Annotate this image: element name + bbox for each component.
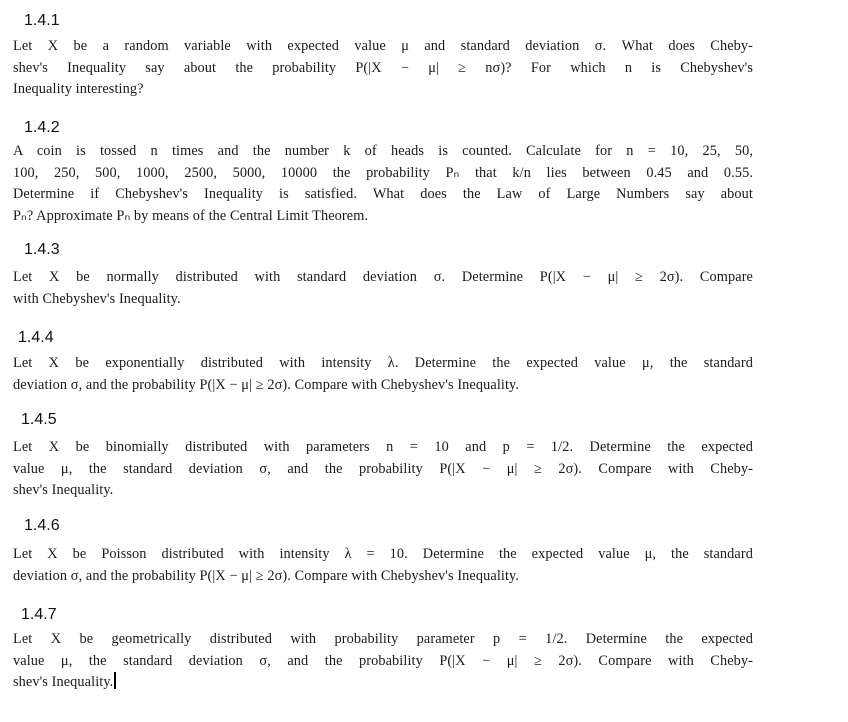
problem-number: 1.4.3 bbox=[24, 241, 60, 258]
text-line: Let X be geometrically distributed with probability parameter p = 1/2. Determine the expected bbox=[13, 631, 753, 647]
text-line: Inequality interesting? bbox=[13, 81, 144, 97]
problem-text[interactable] bbox=[13, 544, 753, 587]
text-line: Let X be a random variable with expected value μ and standard deviation σ. What does Cheby- bbox=[13, 38, 753, 54]
text-line: A coin is tossed n times and the number k of heads is counted. Calculate for n = 10, 25, 50, bbox=[13, 143, 753, 159]
problem-number: 1.4.1 bbox=[24, 12, 60, 29]
problem-text[interactable] bbox=[13, 629, 753, 694]
problem-number: 1.4.2 bbox=[24, 119, 60, 136]
problem-number: 1.4.4 bbox=[18, 329, 54, 346]
problem-text[interactable] bbox=[13, 353, 753, 396]
problem-text[interactable] bbox=[13, 267, 753, 310]
text-line: Let X be exponentially distributed with intensity λ. Determine the expected value μ, the standard bbox=[13, 355, 753, 371]
text-line: shev's Inequality. bbox=[13, 482, 114, 498]
text-line: Determine if Chebyshev's Inequality is satisfied. What does the Law of Large Numbers say about bbox=[13, 186, 753, 202]
problem-text[interactable] bbox=[13, 36, 753, 101]
text-line: Let X be binomially distributed with parameters n = 10 and p = 1/2. Determine the expected bbox=[13, 439, 753, 455]
text-line-content: shev's Inequality. bbox=[13, 674, 114, 690]
text-line: Let X be Poisson distributed with intensity λ = 10. Determine the expected value μ, the standard bbox=[13, 546, 753, 562]
text-line bbox=[13, 672, 753, 694]
problem-text[interactable] bbox=[13, 437, 753, 502]
problem-number: 1.4.5 bbox=[21, 411, 57, 428]
text-line: 100, 250, 500, 1000, 2500, 5000, 10000 the probability Pₙ that k/n lies between 0.45 and 0.55. bbox=[13, 164, 753, 181]
text-line: Pₙ? Approximate Pₙ by means of the Central Limit Theorem. bbox=[13, 207, 369, 224]
problem-text[interactable] bbox=[13, 141, 753, 227]
text-line: value μ, the standard deviation σ, and the probability P(|X − μ| ≥ 2σ). Compare with Cheby- bbox=[13, 652, 753, 669]
problem-number: 1.4.6 bbox=[24, 517, 60, 534]
text-line: deviation σ, and the probability P(|X − μ| ≥ 2σ). Compare with Chebyshev's Inequality. bbox=[13, 567, 520, 584]
text-cursor bbox=[114, 672, 116, 689]
text-line: with Chebyshev's Inequality. bbox=[13, 290, 181, 307]
text-line: shev's Inequality say about the probability P(|X − μ| ≥ nσ)? For which n is Chebyshev's bbox=[13, 59, 753, 76]
text-line: Let X be normally distributed with standard deviation σ. Determine P(|X − μ| ≥ 2σ). Compare bbox=[13, 269, 753, 285]
text-line: value μ, the standard deviation σ, and the probability P(|X − μ| ≥ 2σ). Compare with Cheby- bbox=[13, 460, 753, 477]
text-line: deviation σ, and the probability P(|X − μ| ≥ 2σ). Compare with Chebyshev's Inequality. bbox=[13, 376, 520, 393]
problem-number: 1.4.7 bbox=[21, 606, 57, 623]
